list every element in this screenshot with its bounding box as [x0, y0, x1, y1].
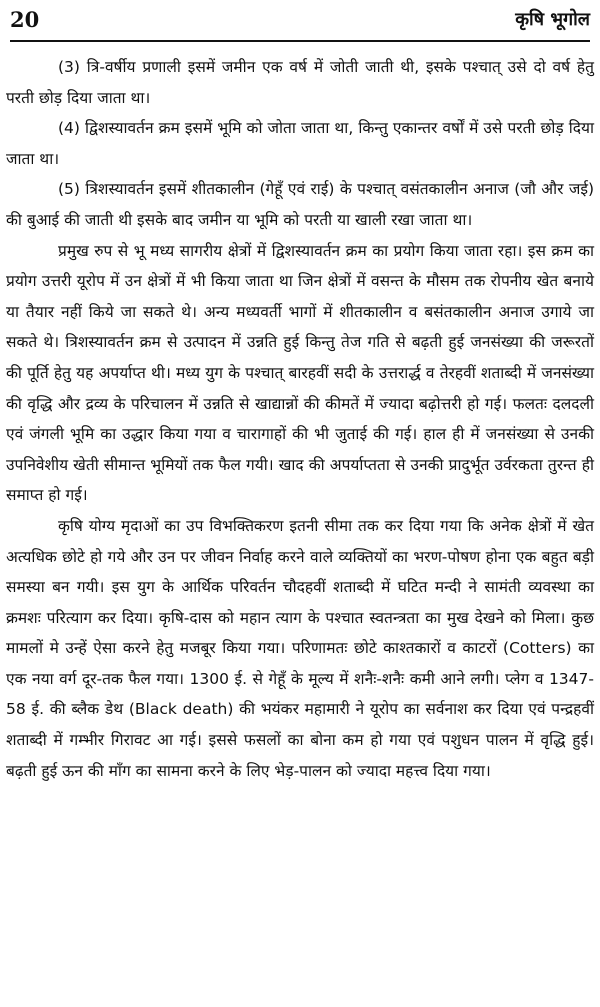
paragraph-mediterranean-rotation: प्रमुख रुप से भू मध्य सागरीय क्षेत्रों में द्विशस्यावर्तन क्रम का प्रयोग किया जाता रहा। इस क्रम का प्रयोग उत्तरी यूरोप में उन क्षेत्रों में भी किया जाता था जिन क्षेत्रों में वसन्त के मौसम तक रोपनीय खेत बनाये या तैयार नहीं किये जा सकते थे। अन्य मध्यवर्ती भागों में शीतकालीन व बसंतकालीन अनाज उगाये जा सकते थे। त्रिशस्यावर्तन क्रम से उत्पादन में उन्नति हुई किन्तु तेज गति से बढ़ती हुई जनसंख्या की जरूरतों की पूर्ति हेतु यह अपर्याप्त थी। मध्य युग के पश्चात् बारहवीं सदी के उत्तरार्द्ध व तेरहवीं शताब्दी में जनसंख्या की वृद्धि और द्रव्य के परिचालन में उन्नति से खाद्यान्नों की कीमतें में ज्यादा बढ़ोत्तरी हो गई। फलतः दलदली एवं जंगली भूमि का उद्धार किया गया व चारागाहों की भी जुताई की गई। हाल ही में जनसंख्या से उनकी उपनिवेशीय खेती सीमान्त भूमियों तक फैल गयी। खाद की अपर्याप्तता से उनकी प्रादुर्भूत उर्वरकता तुरन्त ही समाप्त हो गई। — [6, 241, 594, 505]
paragraph-land-subdivision: कृषि योग्य मृदाओं का उप विभक्तिकरण इतनी सीमा तक कर दिया गया कि अनेक क्षेत्रों में खेत अत्यधिक छोटे हो गये और उन पर जीवन निर्वाह करने वाले व्यक्तियों का भरण-पोषण होना एक बहुत बड़ी समस्या बन गयी। इस युग के आर्थिक परिवर्तन चौदहवीं शताब्दी में घटित मन्दी ने सामंती व्यवस्था का क्रमशः परित्याग कर दिया। कृषि-दास को महान त्याग के पश्चात स्वतन्त्रता का मुख देखने को मिला। कुछ मामलों मे उन्हें ऐसा करने हेतु मजबूर किया गया। परिणामतः छोटे काश्तकारों व काटरों (Cotters) का एक नया वर्ग दूर-तक फैल गया। 1300 ई. से गेहूँ के मूल्य में शनैः-शनैः कमी आने लगी। प्लेग व 1347-58 ई. की ब्लैक डेथ (Black death) की भयंकर महामारी ने यूरोप का सर्वनाश कर दिया एवं पन्द्रहवीं शताब्दी में गम्भीर गिरावट आ गई। इससे फसलों का बोना कम हो गया एवं पशुधन पालन में वृद्धि हुई। बढ़ती हुई ऊन की माँग का सामना करने के लिए भेड़-पालन को ज्यादा महत्त्व दिया गया। — [6, 516, 594, 780]
page-number: 20 — [10, 7, 40, 32]
page-header — [10, 6, 590, 42]
paragraph-three-crop-rotation: (5) त्रिशस्यावर्तन इसमें शीतकालीन (गेहूँ एवं राई) के पश्चात् वसंतकालीन अनाज (जौ और जई) की बुआई की जाती थी इसके बाद जमीन या भूमि को परती या खाली रखा जाता था। — [6, 180, 594, 229]
paragraph-three-field-system: (3) त्रि-वर्षीय प्रणाली इसमें जमीन एक वर्ष में जोती जाती थी, इसके पश्चात् उसे दो वर्ष हेतु परती छोड़ दिया जाता था। — [6, 58, 594, 107]
paragraph-two-field-rotation: (4) द्विशस्यावर्तन क्रम इसमें भूमि को जोता जाता था, किन्तु एकान्तर वर्षों में उसे परती छोड़ दिया जाता था। — [6, 119, 594, 168]
running-head: कृषि भूगोल — [515, 9, 590, 30]
body-text — [6, 52, 594, 786]
